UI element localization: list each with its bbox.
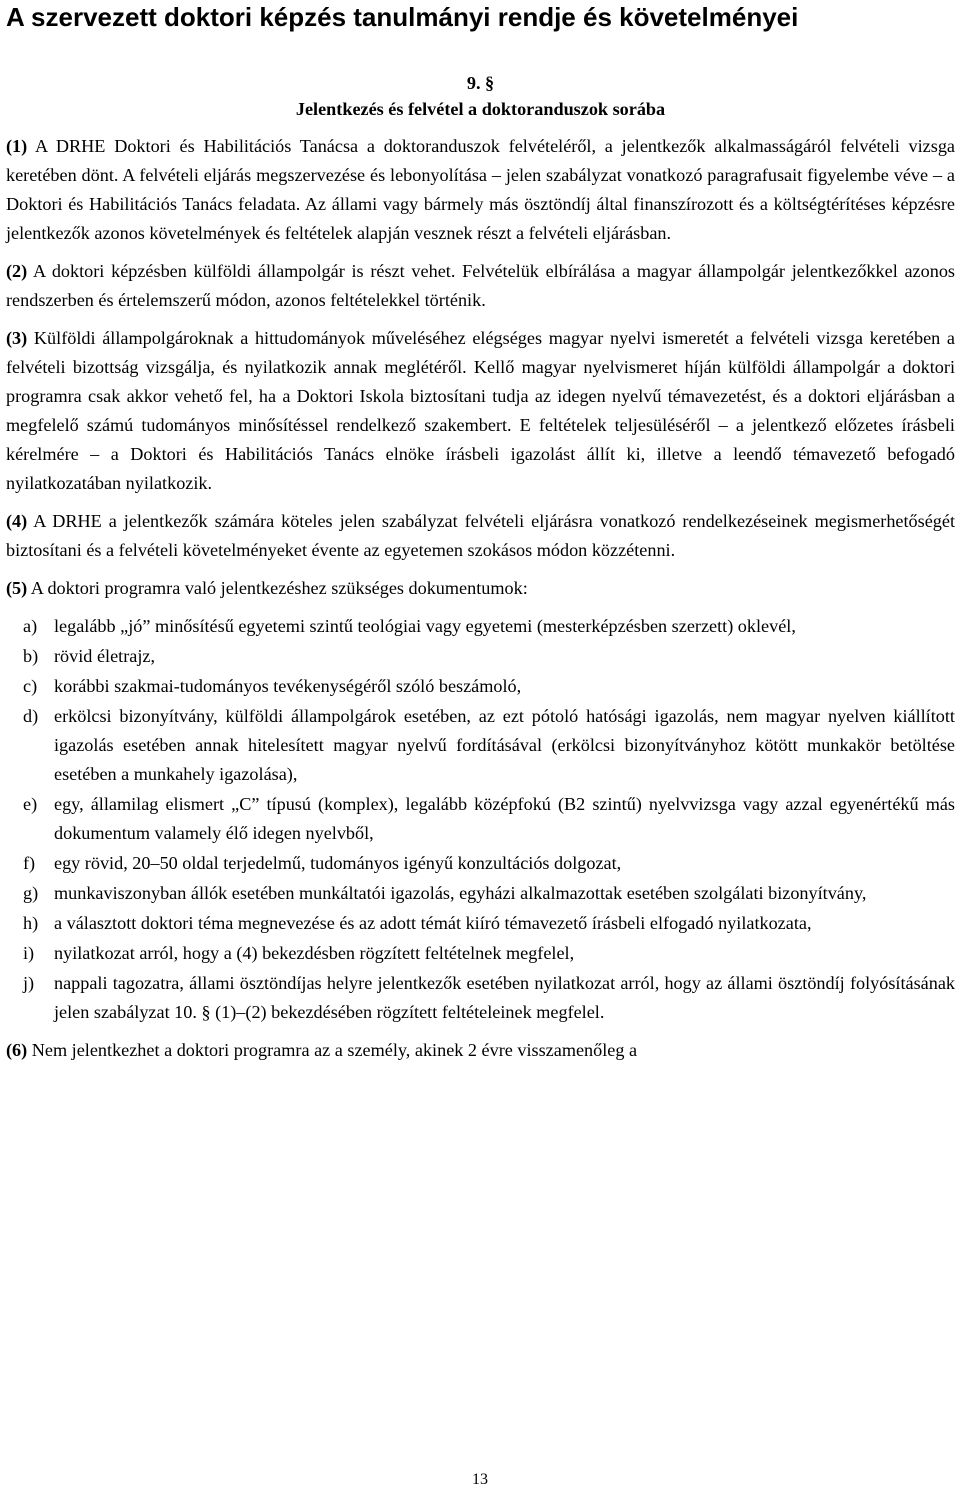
list-item [6, 879, 955, 908]
list-item-label: f) [23, 853, 36, 873]
list-item-text: egy, államilag elismert „C” típusú (komplex), legalább középfokú (B2 szintű) nyelvvizsga vagy azzal egyenértékű más dokumentum valamely élő idegen nyelvből, [54, 794, 955, 843]
list-item-label: b) [23, 646, 39, 666]
list-item-text: legalább „jó” minősítésű egyetemi szintű teológiai vagy egyetemi (mesterképzésben szerzett) oklevél, [54, 616, 796, 636]
page-number: 13 [472, 1471, 488, 1488]
list-item [6, 612, 955, 641]
list-item [6, 939, 955, 968]
list-item [6, 642, 955, 671]
paragraph-text: Külföldi állampolgároknak a hittudományok műveléséhez elégséges magyar nyelvi ismeretét a felvételi vizsga keretében a felvételi bizottság vizsgálja, és nyilatkozik annak meglétéről. Kellő magyar nyelvismeret híján külföldi állampolgár a doktori programra csak akkor vehető fel, ha a Doktori Iskola biztosítani tudja az idegen nyelvű témavezetést, és a doktori eljárásban a megfelelő számú tudományos minősítéssel rendelkező szakembert. E feltételek teljesüléséről – a jelentkező előzetes írásbeli kérelmére – a Doktori és Habilitációs Tanács elnöke írásbeli igazolást állít ki, illetve a leendő témavezető befogadó nyilatkozatában nyilatkozik. [6, 328, 955, 493]
paragraph-number: (4) [6, 511, 28, 531]
list-item-text: erkölcsi bizonyítvány, külföldi állampolgárok esetében, az ezt pótoló hatósági igazolás, nem magyar nyelven kiállított igazolás esetében annak hitelesített magyar nyelvű fordításával (erkölcsi bizonyítványhoz kötött munkakör betöltése esetében a munkahely igazolása), [54, 706, 955, 784]
document-title: A szervezett doktori képzés tanulmányi rendje és követelményei [6, 2, 799, 32]
paragraph-3 [6, 324, 955, 498]
page-body [6, 72, 955, 1074]
paragraph-number: (5) [6, 578, 28, 598]
list-item-text: rövid életrajz, [54, 646, 155, 666]
list-item [6, 790, 955, 848]
paragraph-1 [6, 132, 955, 248]
paragraph-6 [6, 1036, 955, 1065]
list-item [6, 702, 955, 789]
paragraph-text: A DRHE a jelentkezők számára köteles jelen szabályzat felvételi eljárásra vonatkozó rendelkezéseinek megismerhetőségét biztosítani és a felvételi követelményeket évente az egyetemen szokásos módon közzétenni. [6, 511, 956, 560]
list-item-text: nappali tagozatra, állami ösztöndíjas helyre jelentkezők esetében nyilatkozat arról, hogy az állami ösztöndíj folyósításának jelen szabályzat 10. § (1)–(2) bekezdésében rögzített feltételeinek megfelel. [54, 973, 955, 1022]
list-item-text: nyilatkozat arról, hogy a (4) bekezdésben rögzített feltételnek megfelel, [54, 943, 575, 963]
paragraph-number: (1) [6, 136, 28, 156]
paragraph-5 [6, 574, 955, 603]
paragraph-text: A DRHE Doktori és Habilitációs Tanácsa a doktoranduszok felvételéről, a jelentkezők alkalmasságáról felvételi vizsga keretében dönt. A felvételi eljárás megszervezése és lebonyolítása – jelen szabályzat vonatkozó paragrafusait figyelembe véve – a Doktori és Habilitációs Tanács feladata. Az állami vagy bármely más ösztöndíj által finanszírozott és a költségtérítéses képzésre jelentkezők azonos követelmények és feltételek alapján vesznek részt a felvételi eljárásban. [6, 136, 955, 243]
list-item-label: c) [23, 676, 38, 696]
paragraph-4 [6, 507, 955, 565]
list-item-text: korábbi szakmai-tudományos tevékenységéről szóló beszámoló, [54, 676, 522, 696]
paragraph-number: (2) [6, 261, 28, 281]
required-documents-list [6, 612, 955, 1027]
list-item-label: i) [23, 943, 35, 963]
paragraph-2 [6, 257, 955, 315]
paragraph-text: A doktori képzésben külföldi állampolgár is részt vehet. Felvételük elbírálása a magyar állampolgár jelentkezőkkel azonos rendszerben és értelemszerű módon, azonos feltételekkel történik. [6, 261, 955, 310]
paragraph-number: (3) [6, 328, 28, 348]
list-item-text: a választott doktori téma megnevezése és az adott témát kiíró témavezető írásbeli elfogadó nyilatkozata, [54, 913, 812, 933]
list-item [6, 672, 955, 701]
list-item-label: e) [23, 794, 38, 814]
list-item-text: munkaviszonyban állók esetében munkáltatói igazolás, egyházi alkalmazottak esetében szolgálati bizonyítvány, [54, 883, 867, 903]
list-item-label: g) [23, 883, 39, 903]
paragraph-number: (6) [6, 1040, 28, 1060]
list-item-text: egy rövid, 20–50 oldal terjedelmű, tudományos igényű konzultációs dolgozat, [54, 853, 622, 873]
list-item [6, 909, 955, 938]
paragraph-text: Nem jelentkezhet a doktori programra az a személy, akinek 2 évre visszamenőleg a [31, 1040, 638, 1060]
list-item-label: h) [23, 913, 39, 933]
section-title: Jelentkezés és felvétel a doktoranduszok sorába [295, 99, 666, 119]
paragraph-text: A doktori programra való jelentkezéshez szükséges dokumentumok: [30, 578, 528, 598]
section-number: 9. § [466, 73, 495, 93]
list-item [6, 849, 955, 878]
list-item-label: a) [23, 616, 38, 636]
list-item [6, 969, 955, 1027]
list-item-label: d) [23, 706, 39, 726]
list-item-label: j) [23, 973, 35, 993]
